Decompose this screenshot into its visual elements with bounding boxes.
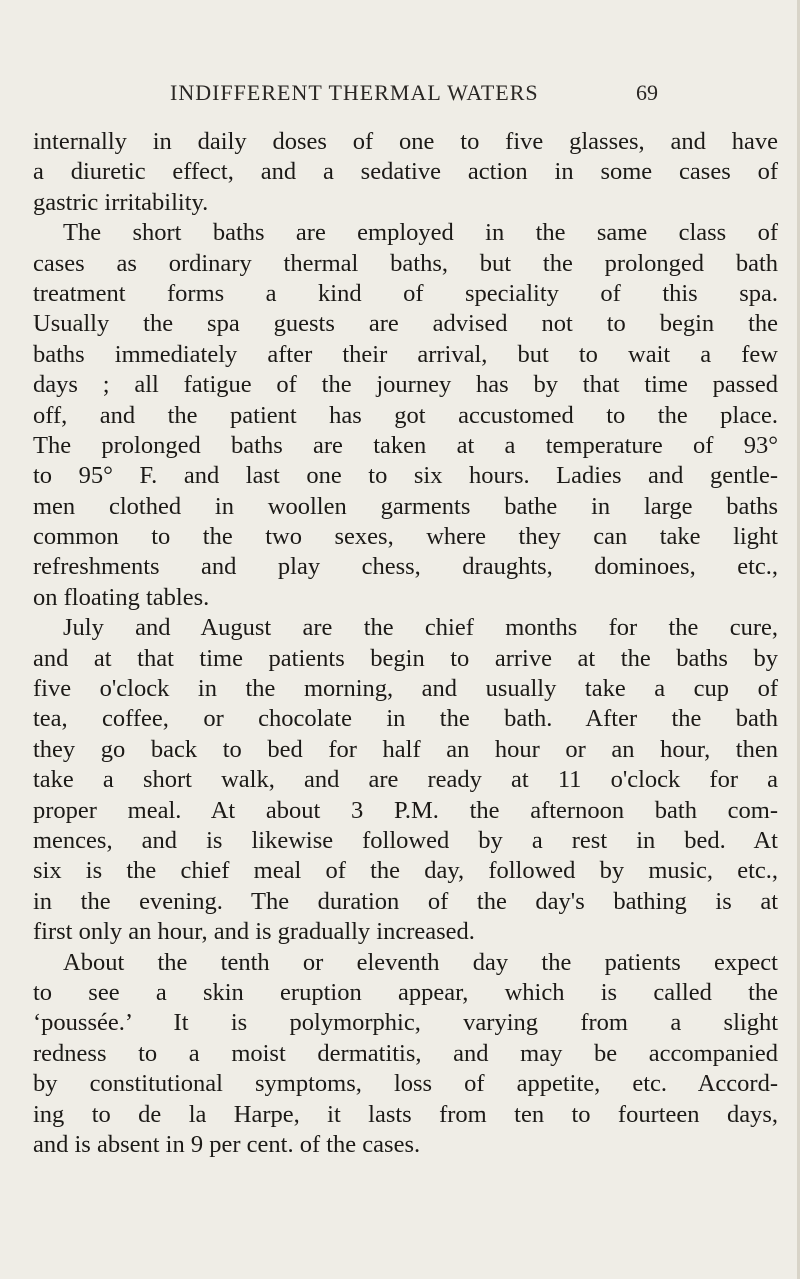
text-line: by constitutional symptoms, loss of appetite, etc. Accord- bbox=[33, 1070, 778, 1098]
text-line: days ; all fatigue of the journey has by that time passed bbox=[33, 371, 778, 399]
text-line: internally in daily doses of one to five glasses, and have bbox=[33, 128, 778, 155]
text-line: gastric irritability. bbox=[33, 188, 209, 216]
text-line: The short baths are employed in the same class of bbox=[63, 219, 778, 247]
text-line: proper meal. At about 3 P.M. the afternoon bath com- bbox=[33, 796, 778, 824]
text-line: mences, and is likewise followed by a rest in bed. At bbox=[33, 826, 778, 854]
text-line: About the tenth or eleventh day the patients expect bbox=[63, 948, 778, 976]
page-number: 69 bbox=[636, 80, 658, 105]
text-line: to see a skin eruption appear, which is called the bbox=[33, 978, 778, 1006]
text-line: common to the two sexes, where they can take light bbox=[33, 523, 778, 551]
text-line: on floating tables. bbox=[33, 583, 210, 611]
text-line: and at that time patients begin to arrive at the baths by bbox=[33, 644, 778, 672]
text-line: ‘poussée.’ It is polymorphic, varying from a slight bbox=[33, 1009, 778, 1037]
text-line: cases as ordinary thermal baths, but the prolonged bath bbox=[33, 249, 778, 277]
text-line: The prolonged baths are taken at a temperature of 93° bbox=[33, 431, 778, 459]
text-line: men clothed in woollen garments bathe in large baths bbox=[33, 492, 778, 520]
text-line: five o'clock in the morning, and usually take a cup of bbox=[33, 675, 778, 703]
text-line: in the evening. The duration of the day's bathing is at bbox=[33, 887, 778, 915]
text-line: baths immediately after their arrival, but to wait a few bbox=[33, 340, 778, 368]
text-line: six is the chief meal of the day, followed by music, etc., bbox=[33, 857, 778, 885]
text-line: off, and the patient has got accustomed to the place. bbox=[33, 401, 778, 429]
text-line: and is absent in 9 per cent. of the cases. bbox=[33, 1130, 421, 1158]
text-line: Usually the spa guests are advised not to begin the bbox=[33, 310, 778, 338]
running-head: INDIFFERENT THERMAL WATERS bbox=[170, 80, 539, 105]
text-line: refreshments and play chess, draughts, dominoes, etc., bbox=[33, 553, 778, 581]
text-line: treatment forms a kind of speciality of this spa. bbox=[33, 279, 778, 307]
text-line: tea, coffee, or chocolate in the bath. After the bath bbox=[33, 705, 778, 733]
text-line: first only an hour, and is gradually increased. bbox=[33, 918, 475, 946]
text-line: a diuretic effect, and a sedative action in some cases of bbox=[33, 158, 778, 186]
text-line: take a short walk, and are ready at 11 o'clock for a bbox=[33, 766, 778, 794]
text-line: they go back to bed for half an hour or an hour, then bbox=[33, 735, 778, 763]
text-line: to 95° F. and last one to six hours. Ladies and gentle- bbox=[33, 462, 778, 490]
text-line: redness to a moist dermatitis, and may be accompanied bbox=[33, 1039, 778, 1067]
text-line: ing to de la Harpe, it lasts from ten to fourteen days, bbox=[33, 1100, 778, 1128]
text-line: July and August are the chief months for the cure, bbox=[63, 614, 778, 642]
page-header bbox=[0, 80, 800, 110]
body-text bbox=[33, 127, 778, 1160]
